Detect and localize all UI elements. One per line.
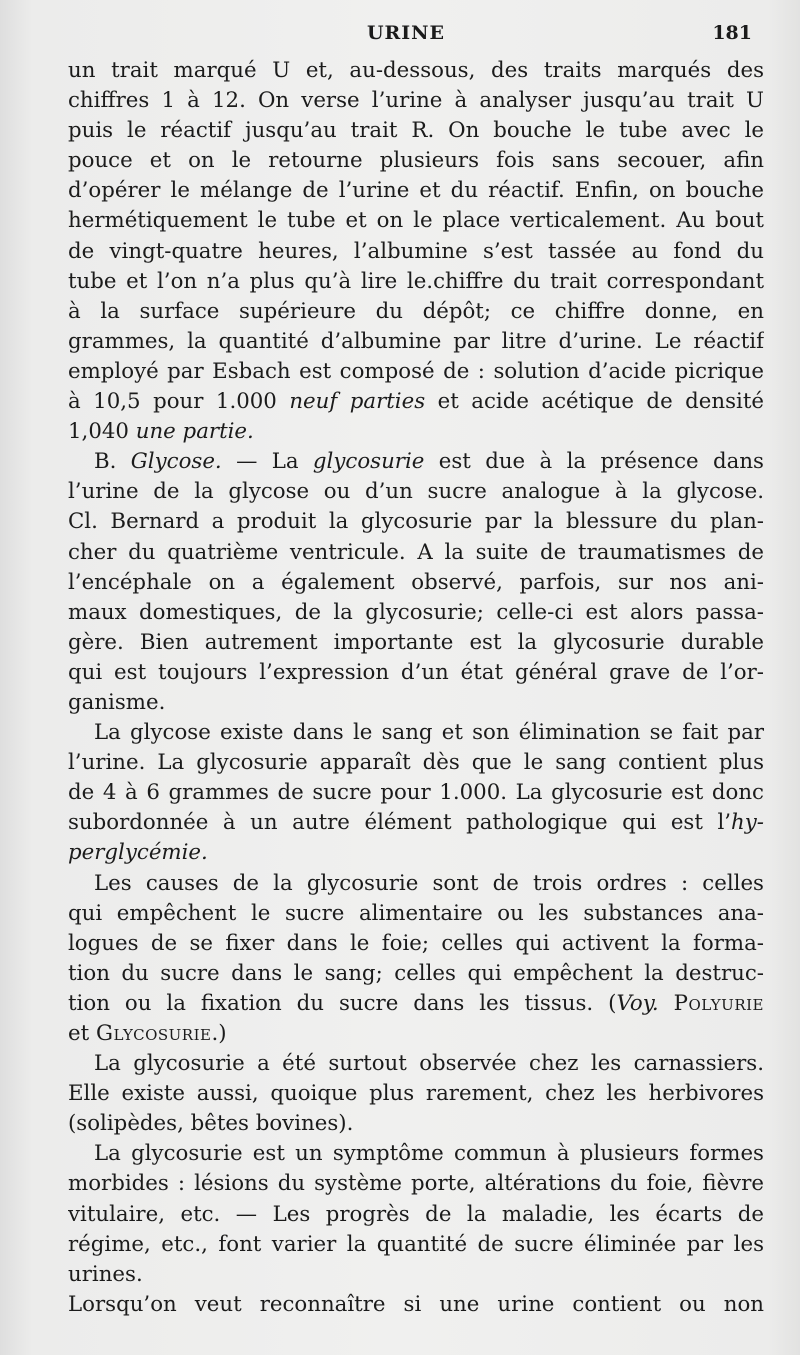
text-line [68, 447, 764, 477]
running-title: URINE [366, 22, 446, 44]
text-line [68, 598, 764, 628]
text-run: Elle existe aussi, quoique plus rarement, chez les herbivores [68, 1081, 764, 1107]
text-run: régime, etc., font varier la quantité de sucre éliminée par les [68, 1231, 764, 1257]
text-line [68, 1109, 764, 1139]
text-line [68, 1290, 764, 1320]
text-line [68, 929, 764, 959]
text-line [68, 1260, 764, 1290]
text-run: Les causes de la glycosurie sont de trois ordres : celles [94, 870, 764, 896]
text-run: tube et l’on n’a plus qu’à lire le.chiffre du trait correspondant [68, 268, 764, 294]
text-line [68, 778, 764, 808]
page-number: 181 [712, 22, 752, 44]
text-line [68, 206, 764, 236]
text-run: — La [221, 449, 313, 475]
text-line [68, 838, 764, 868]
text-line [68, 808, 764, 838]
text-line [68, 86, 764, 116]
text-line [68, 1019, 764, 1049]
text-line [68, 1139, 764, 1169]
italic-text: glycosurie [312, 449, 425, 475]
text-run: cher du quatrième ventricule. A la suite de traumatismes de [68, 539, 764, 565]
text-line [68, 267, 764, 297]
text-run: l’urine. La glycosurie apparaît dès que le sang contient plus [68, 750, 764, 776]
italic-text: hy- [731, 810, 764, 836]
text-run: de 4 à 6 grammes de sucre pour 1.000. La glycosurie est donc [68, 780, 764, 806]
text-run: est due à la présence dans [424, 449, 764, 475]
text-run: pouce et on le retourne plusieurs fois sans secouer, afin [68, 148, 764, 174]
text-run: La glycose existe dans le sang et son élimination se fait par [94, 720, 764, 746]
text-run: logues de se fixer dans le foie; celles qui activent la forma- [68, 930, 764, 956]
text-run: morbides : lésions du système porte, altérations du foie, fièvre [68, 1171, 764, 1197]
text-line [68, 507, 764, 537]
text-line [68, 628, 764, 658]
text-line [68, 417, 764, 447]
text-run: hermétiquement le tube et on le place verticalement. Au bout [68, 208, 764, 234]
text-line [68, 899, 764, 929]
body-text [68, 56, 764, 1320]
text-line [68, 237, 764, 267]
text-line [68, 688, 764, 718]
text-run: gère. Bien autrement importante est la glycosurie durable [68, 629, 764, 655]
text-run: 1,040 [68, 419, 136, 445]
text-line [68, 1200, 764, 1230]
italic-text: neuf parties [289, 389, 426, 415]
text-run: tion ou la fixation du sucre dans les tissus. ( [68, 990, 617, 1016]
text-line [68, 568, 764, 598]
text-run: .) [211, 1021, 227, 1046]
text-line [68, 387, 764, 417]
text-line [68, 718, 764, 748]
text-line [68, 1230, 764, 1260]
page-header [60, 22, 752, 56]
text-run: d’opérer le mélange de l’urine et du réactif. Enfin, on bouche [68, 178, 764, 204]
text-line [68, 56, 764, 86]
small-caps-text: Glycosurie [95, 1021, 212, 1046]
text-run: Cl. Bernard a produit la glycosurie par la blessure du plan- [68, 509, 764, 535]
italic-text: Voy. [616, 990, 659, 1016]
text-line [68, 1079, 764, 1109]
text-run: chiffres 1 à 12. On verse l’urine à analyser jusqu’au trait U [68, 88, 764, 114]
text-run: maux domestiques, de la glycosurie; celle-ci est alors passa- [68, 599, 764, 625]
text-run: La glycosurie a été surtout observée chez les carnassiers. [94, 1051, 764, 1077]
text-run: (solipèdes, bêtes bovines). [68, 1111, 354, 1137]
text-line [68, 327, 764, 357]
text-line [68, 477, 764, 507]
text-run: et acide acétique de densité [425, 389, 764, 415]
text-run: ganisme. [68, 689, 166, 715]
text-line [68, 357, 764, 387]
text-run: et [68, 1021, 96, 1046]
text-run: l’urine de la glycose ou d’un sucre analogue à la glycose. [68, 479, 764, 505]
text-line [68, 869, 764, 899]
text-line [68, 538, 764, 568]
small-caps-text: Polyurie [673, 990, 764, 1016]
text-line [68, 176, 764, 206]
text-run: à la surface supérieure du dépôt; ce chiffre donne, en [68, 298, 764, 324]
text-line [68, 658, 764, 688]
text-run: l’encéphale on a également observé, parfois, sur nos ani- [68, 569, 764, 595]
text-line [68, 989, 764, 1019]
text-run: employé par Esbach est composé de : solution d’acide picrique [68, 358, 764, 384]
text-run: urines. [68, 1261, 143, 1287]
text-run: qui empêchent le sucre alimentaire ou les substances ana- [68, 900, 764, 926]
text-line [68, 959, 764, 989]
text-run: tion du sucre dans le sang; celles qui empêchent la destruc- [68, 960, 764, 986]
text-run: Lorsqu’on veut reconnaître si une urine contient ou non [68, 1291, 764, 1317]
text-run: grammes, la quantité d’albumine par litre d’urine. Le réactif [68, 328, 764, 354]
text-line [68, 146, 764, 176]
text-run: qui est toujours l’expression d’un état général grave de l’or- [68, 659, 764, 685]
text-line [68, 297, 764, 327]
text-run [659, 991, 674, 1016]
italic-text: perglycémie. [68, 840, 208, 866]
text-run: de vingt-quatre heures, l’albumine s’est tassée au fond du [68, 238, 764, 264]
text-line [68, 748, 764, 778]
text-run: un trait marqué U et, au-dessous, des traits marqués des [68, 58, 764, 83]
text-run: vitulaire, etc. — Les progrès de la maladie, les écarts de [68, 1201, 764, 1227]
text-line [68, 1049, 764, 1079]
text-run: subordonnée à un autre élément pathologique qui est l’ [68, 810, 732, 836]
text-run: puis le réactif jusqu’au trait R. On bouche le tube avec le [68, 118, 764, 144]
text-line [68, 116, 764, 146]
text-line [68, 1169, 764, 1199]
text-run: à 10,5 pour 1.000 [68, 389, 290, 415]
italic-text: une partie. [135, 419, 254, 445]
italic-text: Glycose. [130, 449, 222, 475]
text-run: La glycosurie est un symptôme commun à plusieurs formes [94, 1141, 764, 1167]
text-run: B. [94, 449, 131, 475]
